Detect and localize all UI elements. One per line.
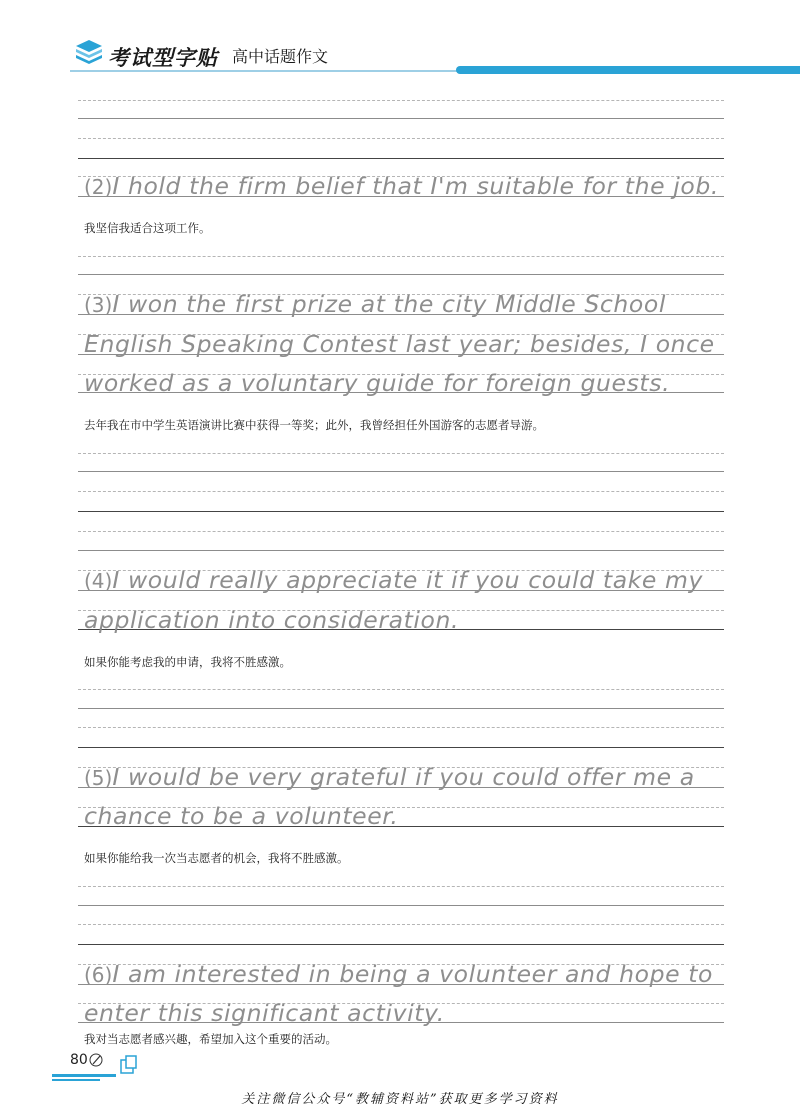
sentence-4-text-1: I would really appreciate it if you could take my (112, 566, 704, 594)
book-subtitle: 高中话题作文 (232, 47, 329, 66)
sentence-3-text-1: I won the first prize at the city Middle School (112, 290, 666, 318)
sentence-3-number: (3) (84, 293, 113, 317)
sentence-2-translation: 我坚信我适合这项工作。 (84, 221, 211, 235)
sentence-2-text: I hold the firm belief that I'm suitable for the job. (112, 172, 719, 200)
sentence-3-line-2: English Speaking Contest last year; besides, I once (84, 330, 715, 358)
sentence-5-number: (5) (84, 766, 113, 790)
footer-accent-line-2 (52, 1079, 100, 1081)
sentence-3-line-3: worked as a voluntary guide for foreign guests. (84, 369, 671, 397)
sentence-5-translation: 如果你能给我一次当志愿者的机会，我将不胜感激。 (84, 851, 349, 865)
pen-nib-icon (88, 1052, 104, 1068)
sentence-3-line-1 (84, 284, 724, 325)
sentence-6-line-1 (84, 954, 724, 995)
sentence-2-line-1 (84, 166, 724, 207)
sentence-4-number: (4) (84, 569, 113, 593)
sentence-6-translation: 我对当志愿者感兴趣，希望加入这个重要的活动。 (84, 1032, 337, 1046)
sentence-6-line-2: enter this significant activity. (84, 999, 445, 1027)
sentence-6-text-1: I am interested in being a volunteer and hope to (112, 960, 714, 988)
sentence-5-line-1 (84, 757, 724, 798)
page-number: 80 (70, 1052, 88, 1068)
sentence-2-number: (2) (84, 175, 113, 199)
sentence-4-line-1 (84, 560, 724, 601)
footer-accent-line (52, 1074, 116, 1077)
bookmark-icon (118, 1054, 140, 1076)
sentence-3-translation: 去年我在市中学生英语演讲比赛中获得一等奖；此外，我曾经担任外国游客的志愿者导游。 (84, 418, 544, 432)
sentence-5-line-2: chance to be a volunteer. (84, 802, 399, 830)
brand-title: 考试型字贴 (108, 45, 218, 70)
sentence-4-line-2: application into consideration. (84, 606, 460, 634)
sentence-5-text-1: I would be very grateful if you could offer me a (112, 763, 695, 791)
sentence-4-translation: 如果你能考虑我的申请，我将不胜感激。 (84, 655, 291, 669)
footer-note: 关注微信公众号“教辅资料站”获取更多学习资料 (241, 1092, 559, 1107)
sentence-6-number: (6) (84, 963, 113, 987)
